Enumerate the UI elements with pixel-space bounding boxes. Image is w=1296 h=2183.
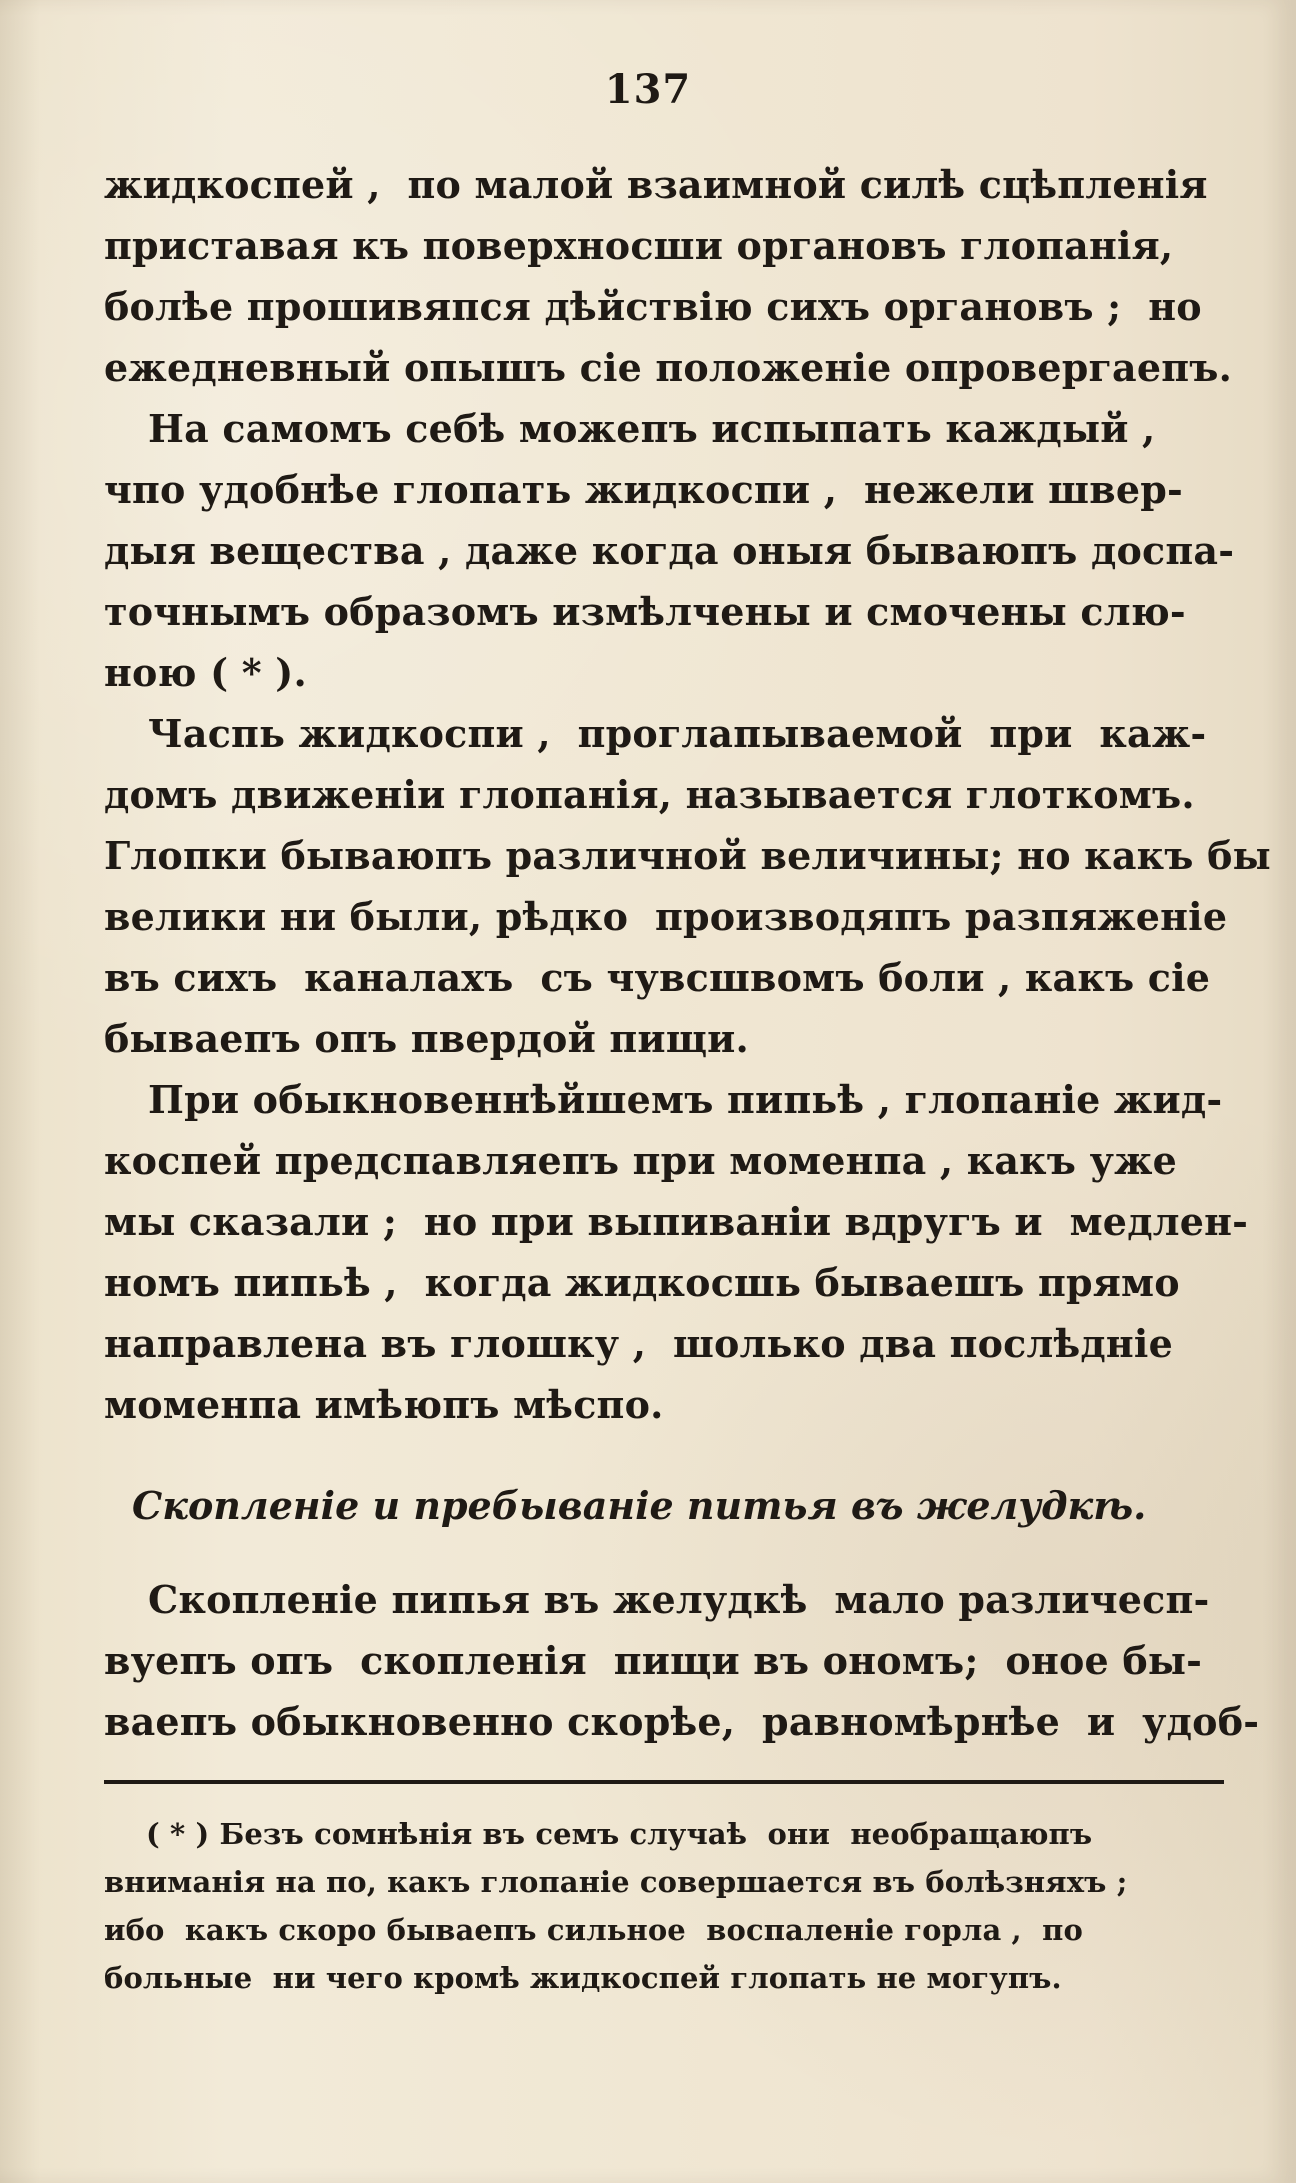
- post-heading-line-2: вуепъ опъ скопленія пищи въ ономъ; оное бы-: [104, 1638, 1203, 1683]
- post-heading-line-3: ваепъ обыкновенно скорѣе, равномѣрнѣе и удоб-: [104, 1699, 1260, 1744]
- text-line-5: На самомъ себѣ можепъ испыпать каждый ,: [148, 406, 1156, 451]
- text-line-20: направлена въ глошку , шолько два послѣдніе: [104, 1321, 1173, 1366]
- main-text: [104, 154, 1271, 1435]
- text-line-7: дыя вещества , даже когда оныя бываюпъ доспа-: [104, 528, 1235, 573]
- page-content: [104, 154, 1271, 2183]
- section-heading: Скопленіе и пребываніе питья въ желудкѣ.: [132, 1483, 1147, 1528]
- footnote: [104, 1810, 1224, 2002]
- text-line-15: бываепъ опъ пвердой пищи.: [104, 1016, 749, 1061]
- text-line-11: домъ движеніи глопанія, называется глоткомъ.: [104, 772, 1195, 817]
- page-gutter-stain: [0, 0, 40, 2183]
- footnote-line-2: вниманія на по, какъ глопаніе совершается въ болѣзняхъ ;: [104, 1865, 1128, 1899]
- text-line-1: жидкоспей , по малой взаимной силѣ сцѣпленія: [104, 162, 1208, 207]
- text-line-21: моменпа имѣюпъ мѣспо.: [104, 1382, 664, 1427]
- text-line-14: въ сихъ каналахъ съ чувсшвомъ боли , какъ сіе: [104, 955, 1211, 1000]
- text-line-17: коспей предспавляепъ при моменпа , какъ уже: [104, 1138, 1178, 1183]
- footnote-divider: [104, 1780, 1224, 1784]
- post-heading-text: [104, 1569, 1260, 1752]
- footnote-line-1: ( * ) Безъ сомнѣнія въ семъ случаѣ они необращаюпъ: [146, 1817, 1093, 1851]
- text-line-19: номъ пипьѣ , когда жидкосшь бываешъ прямо: [104, 1260, 1180, 1305]
- text-line-2: приставая къ поверхносши органовъ глопанія,: [104, 223, 1174, 268]
- text-line-3: болѣе прошивяпся дѣйствію сихъ органовъ ; но: [104, 284, 1202, 329]
- text-line-16: При обыкновеннѣйшемъ пипьѣ , глопаніе жид-: [148, 1077, 1223, 1122]
- page-number: 137: [604, 66, 692, 113]
- text-line-6: чпо удобнѣе глопать жидкоспи , нежели швер-: [104, 467, 1183, 512]
- footnote-line-4: больные ни чего кромѣ жидкоспей глопать не могупъ.: [104, 1961, 1062, 1995]
- post-heading-line-1: Скопленіе пипья въ желудкѣ мало различесп-: [148, 1577, 1210, 1622]
- text-line-10: Часпь жидкоспи , проглапываемой при каж-: [148, 711, 1207, 756]
- text-line-9: ною ( * ).: [104, 650, 307, 695]
- text-line-8: точнымъ образомъ измѣлчены и смочены слю-: [104, 589, 1186, 634]
- text-line-13: велики ни были, рѣдко производяпъ разпяженіе: [104, 894, 1228, 939]
- footnote-line-3: ибо какъ скоро бываепъ сильное воспаленіе горла , по: [104, 1913, 1083, 1947]
- text-line-18: мы сказали ; но при выпиваніи вдругъ и медлен-: [104, 1199, 1249, 1244]
- text-line-4: ежедневный опышъ сіе положеніе опровергаепъ.: [104, 345, 1233, 390]
- text-line-12: Глопки бываюпъ различной величины; но какъ бы: [104, 833, 1271, 878]
